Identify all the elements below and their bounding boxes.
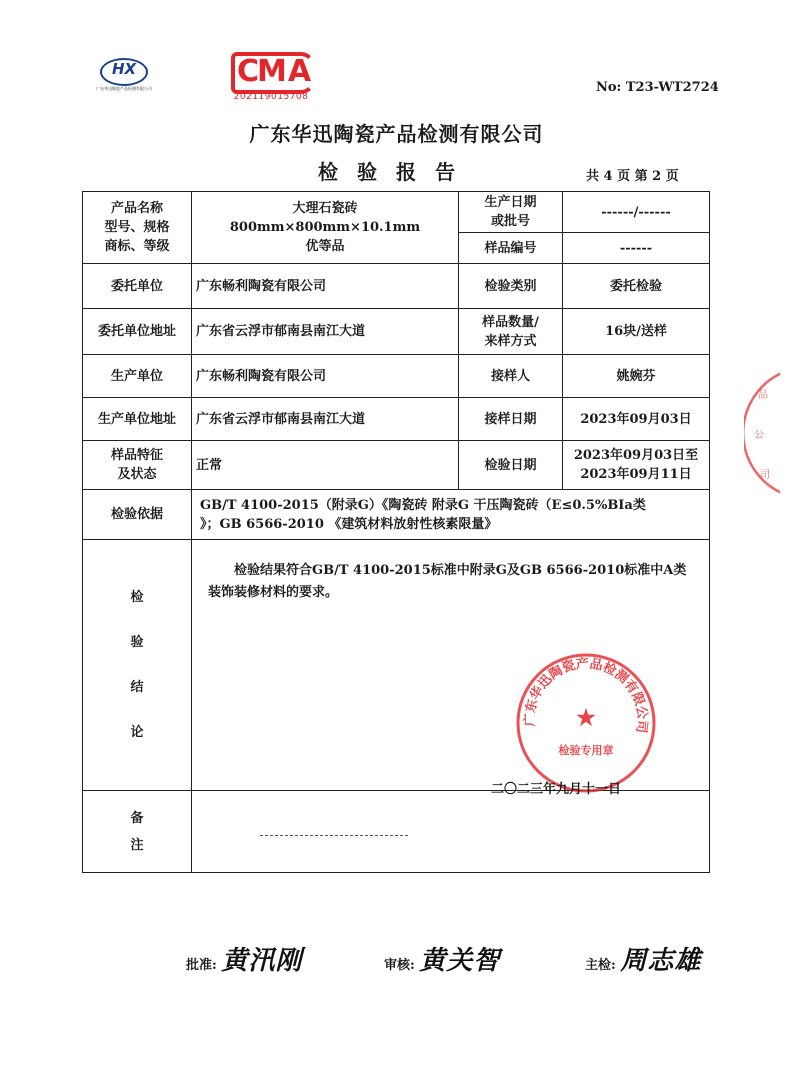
report-number: No: T23-WT2724 [596,80,719,95]
client-label: 委托单位 [83,264,192,309]
test-date-end: 2023年09月11日 [580,467,692,482]
receiver-value: 姚婉芬 [563,355,710,398]
sample-no-value: ------ [563,233,710,264]
product-spec: 800mm×800mm×10.1mm [229,220,421,235]
client-address-label: 委托单位地址 [83,309,192,355]
sample-qty-label-line: 样品数量/ [482,314,539,330]
product-label-cell [83,192,192,264]
product-label-line: 产品名称 [110,201,163,216]
basis-line: GB/T 4100-2015（附录G）《陶瓷砖 附录G 干压陶瓷砖（E≤0.5%BIa类 [200,497,646,513]
svg-text:司: 司 [760,470,770,481]
test-date-label: 检验日期 [459,441,563,490]
hx-logo [88,52,160,96]
conclusion-text: 检验结果符合GB/T 4100-2015标准中附录G及GB 6566-2010标准中A类装饰装修材料的要求。 [208,563,687,600]
remark-label-char: 注 [130,837,144,853]
report-table [82,191,710,873]
prod-date-label [459,192,563,233]
prod-date-label-line: 或批号 [490,214,530,229]
sample-qty-value: 16块/送样 [563,309,710,355]
conclusion-date: 二〇二三年九月十一日 [491,782,622,797]
hx-logo-caption: 广东华迅陶瓷产品检测有限公司 [96,86,152,91]
producer-label: 生产单位 [83,355,192,398]
conclusion-label-char: 验 [130,635,144,650]
remark-value [192,791,710,873]
client-address-value: 广东省云浮市郁南县南江大道 [192,309,459,355]
test-date-start: 2023年09月03日至 [573,448,699,463]
sample-qty-label-line: 来样方式 [484,333,537,349]
sample-state-label [83,441,192,490]
cma-logo [229,50,315,106]
inspection-type-label: 检验类别 [459,264,563,309]
approve-signature [186,940,302,977]
hx-logo-text: HX [111,60,137,78]
sample-state-label-line: 样品特征 [110,448,163,463]
remark-label [83,791,192,873]
sample-state-label-line: 及状态 [117,467,157,482]
review-signature [384,940,500,977]
test-date-value [563,441,710,490]
producer-address-value: 广东省云浮市郁南县南江大道 [192,398,459,441]
product-value-cell [192,192,459,264]
report-title: 检验报告 [318,160,474,184]
inspection-type-value: 委托检验 [563,264,710,309]
basis-value [192,490,710,540]
stamp-sub-text: 检验专用章 [558,744,614,757]
cma-certificate-number: 202119015708 [233,92,309,102]
company-title: 广东华迅陶瓷产品检测有限公司 [249,122,544,146]
conclusion-label [83,540,192,791]
product-label-line: 型号、规格 [104,220,170,235]
inspection-seal-stamp [515,652,657,794]
producer-address-label: 生产单位地址 [83,398,192,441]
product-name: 大理石瓷砖 [292,201,358,216]
sample-qty-label [459,309,563,355]
page-info: 共 4 页 第 2 页 [586,169,679,184]
inspector-name: 周志雄 [620,946,702,976]
basis-line: 》；GB 6566-2010 《建筑材料放射性核素限量》 [200,516,498,532]
remark-label-char: 备 [130,810,144,826]
prod-date-label-line: 生产日期 [484,195,537,210]
approve-label: 批准: [186,958,217,973]
approve-name: 黄汛刚 [221,946,303,976]
stamp-arc-text: 广东华迅陶瓷产品检测有限公司 [522,656,650,734]
conclusion-label-char: 论 [130,725,144,740]
producer-value: 广东畅利陶瓷有限公司 [192,355,459,398]
remark-dashed-line [260,835,408,836]
edge-seal-stamp [744,368,780,498]
conclusion-label-char: 检 [130,590,144,605]
product-grade: 优等品 [305,239,345,254]
prod-date-value: ------/------ [563,192,710,233]
receive-date-value: 2023年09月03日 [563,398,710,441]
svg-text:公: 公 [754,430,764,441]
sample-state-value: 正常 [192,441,459,490]
product-label-line: 商标、等级 [104,239,170,254]
review-name: 黄关智 [419,946,501,976]
conclusion-label-char: 结 [130,680,144,695]
sample-no-label: 样品编号 [459,233,563,264]
conclusion-cell [192,540,710,797]
cma-logo-ma: MA [257,54,313,89]
inspector-signature [585,940,701,977]
cma-logo-text: CMA [237,54,313,89]
receive-date-label: 接样日期 [459,398,563,441]
review-label: 审核: [384,958,415,973]
client-value: 广东畅利陶瓷有限公司 [192,264,459,309]
receiver-label: 接样人 [459,355,563,398]
svg-text:品: 品 [758,390,768,401]
inspector-label: 主检: [585,958,616,973]
basis-label: 检验依据 [83,490,192,540]
svg-text:★: ★ [576,705,596,731]
